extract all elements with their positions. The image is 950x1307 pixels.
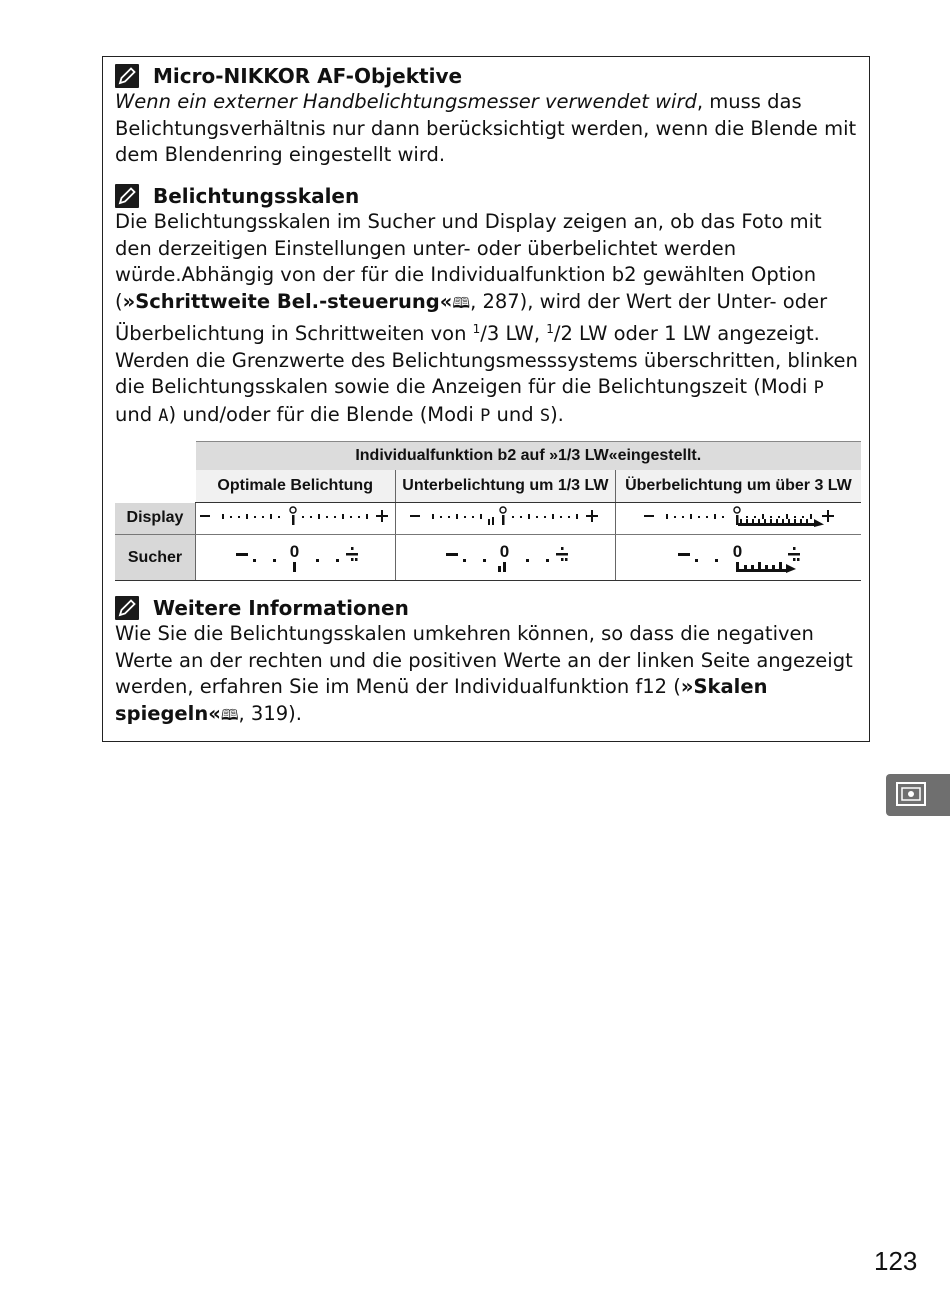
note-micro-nikkor [115, 63, 863, 169]
table-row [115, 503, 861, 535]
option-name: »Skalen spiegeln« [115, 675, 768, 725]
note-box [102, 56, 870, 742]
column-header: Unterbelichtung um 1/3 LW [395, 470, 615, 503]
body-text: ) und/oder für die Blende (Modi [168, 402, 481, 426]
pencil-icon [115, 184, 139, 208]
note-body [115, 621, 863, 728]
mode-p-symbol: P [813, 378, 824, 398]
mode-s-symbol: S [539, 405, 551, 426]
body-text: ). [550, 402, 564, 426]
fraction-num: 1 [472, 322, 481, 336]
table-corner [115, 442, 196, 471]
body-text: , 287), wird der Wert der Unter- oder Überbelichtung in Schrittweiten von [115, 289, 828, 345]
mode-p-symbol: P [480, 405, 491, 426]
pencil-icon [115, 596, 139, 620]
note-belichtungsskalen [115, 183, 863, 429]
display-scale-optimal [196, 503, 396, 535]
row-label: Display [115, 503, 196, 535]
fraction-den: /2 LW oder 1 LW angezeigt. [553, 322, 820, 345]
body-text: und [490, 402, 540, 426]
fraction-den: /3 LW, [480, 322, 547, 345]
note-title-text: Weitere Informationen [153, 596, 409, 620]
display-scale-over [615, 503, 861, 535]
note-weitere-informationen [115, 595, 863, 728]
note-title [115, 183, 863, 209]
page-number: 123 [874, 1246, 918, 1276]
exposure-tab-icon[interactable] [886, 774, 950, 816]
body-text: und [115, 402, 159, 426]
note-title-text: Micro-NIKKOR AF-Objektive [153, 64, 463, 88]
book-icon: 🕮 [220, 705, 239, 724]
book-icon: 🕮 [452, 293, 471, 312]
viewfinder-scale-under [395, 535, 615, 581]
display-scale-under [395, 503, 615, 535]
body-text: , 319). [238, 701, 302, 725]
note-body [115, 89, 863, 169]
svg-text:0: 0 [733, 542, 743, 561]
table-corner [115, 470, 196, 503]
italic-phrase: Wenn ein externer Handbelichtungsmesser verwendet wird [115, 90, 697, 113]
option-name: »Schrittweite Bel.-steuerung« [122, 289, 453, 313]
fraction-num: 1 [546, 322, 554, 336]
pencil-icon [115, 64, 139, 88]
mode-a-symbol: A [158, 405, 169, 426]
column-header: Überbelichtung um über 3 LW [615, 470, 861, 503]
svg-text:0: 0 [290, 542, 300, 561]
body-text: Wie Sie die Belichtungsskalen umkehren können, so dass die negativen Werte an der rechten und die positiven Werte an der linken Seite angezeigt werden, erfahren Sie im Menü der Individualfunktion f12 ( [115, 622, 853, 698]
body-text: Werden die Grenzwerte des Belichtungsmesssystems überschritten, blinken die Belichtungsskalen sowie die Anzeigen für die Belichtungszeit (Modi [115, 348, 858, 398]
note-title-text: Belichtungsskalen [153, 184, 360, 208]
table-header: Individualfunktion b2 auf »1/3 LW«eingestellt. [196, 442, 862, 471]
viewfinder-scale-over [615, 535, 861, 581]
note-body [115, 209, 863, 429]
body-text: , muss das Belichtungsverhältnis nur dann berücksichtigt werden, wenn die Blende mit dem Blendenring eingestellt wird. [115, 90, 857, 166]
column-header: Optimale Belichtung [196, 470, 396, 503]
svg-text:0: 0 [500, 542, 510, 561]
note-title [115, 63, 863, 89]
body-text: Die Belichtungsskalen im Sucher und Display zeigen an, ob das Foto mit den derzeitigen Einstellungen unter- oder überbelichtet werden würde.Abhängig von der für die Individualfunktion b2 gewählten Option ( [115, 210, 822, 313]
note-title [115, 595, 863, 621]
table-row [115, 535, 861, 581]
row-label: Sucher [115, 535, 196, 581]
exposure-scale-table [115, 441, 861, 581]
viewfinder-scale-optimal [196, 535, 396, 581]
